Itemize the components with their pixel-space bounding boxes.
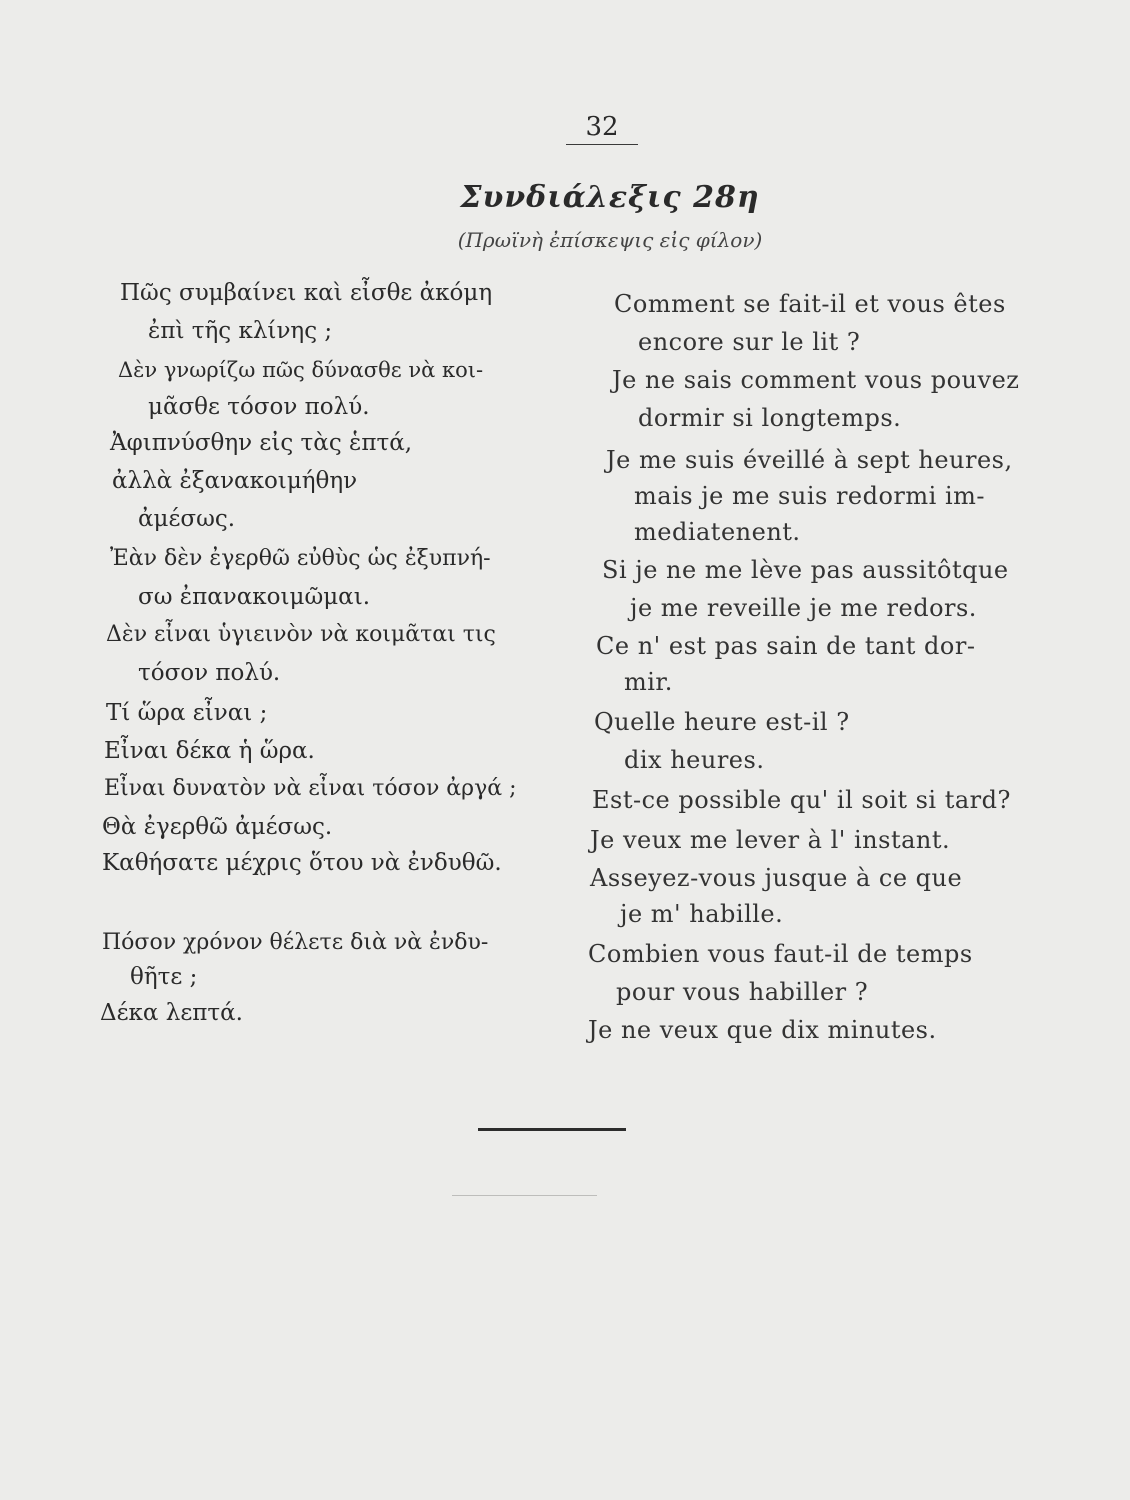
french-line: Est-ce possible qu' il soit si tard?: [592, 786, 1011, 814]
french-line: pour vous habiller ?: [616, 978, 869, 1006]
greek-line: Ἐὰν δὲν ἐγερθῶ εὐθὺς ὡς ἐξυπνή-: [110, 546, 491, 571]
french-line: Ce n' est pas sain de tant dor-: [596, 632, 976, 660]
french-line: Je ne sais comment vous pouvez: [612, 366, 1020, 394]
greek-line: ἐπὶ τῆς κλίνης ;: [148, 318, 333, 344]
greek-line: σω ἐπανακοιμῶμαι.: [138, 584, 371, 610]
greek-line: Δὲν εἶναι ὑγιεινὸν νὰ κοιμᾶται τις: [106, 622, 496, 647]
greek-line: Καθήσατε μέχρις ὅτου νὰ ἐνδυθῶ.: [102, 850, 502, 876]
dialogue-title: Συνδιάλεξις 28η: [460, 180, 760, 215]
french-line: Je me suis éveillé à sept heures,: [606, 446, 1013, 474]
faint-divider: [452, 1195, 597, 1196]
dialogue-subtitle: (Πρωϊνὴ ἐπίσκεψις εἰς φίλον): [457, 228, 763, 252]
page-number: 32: [566, 112, 638, 145]
greek-line: Τί ὥρα εἶναι ;: [106, 700, 268, 726]
greek-line: Δέκα λεπτά.: [100, 1000, 243, 1026]
greek-line: Ἀφιπνύσθην εἰς τὰς ἑπτά,: [110, 430, 413, 456]
french-line: mir.: [624, 668, 673, 696]
french-line: Je ne veux que dix minutes.: [588, 1016, 937, 1044]
greek-line: τόσον πολύ.: [138, 660, 281, 686]
greek-line: Δὲν γνωρίζω πῶς δύνασθε νὰ κοι-: [118, 358, 484, 382]
section-divider: [478, 1128, 626, 1131]
french-line: encore sur le lit ?: [638, 328, 861, 356]
french-line: Si je ne me lève pas aussitôtque: [602, 556, 1009, 584]
french-line: mediatenent.: [634, 518, 801, 546]
french-line: Asseyez-vous jusque à ce que: [590, 864, 963, 892]
french-line: mais je me suis redormi im-: [634, 482, 986, 510]
french-line: Je veux me lever à l' instant.: [590, 826, 951, 854]
greek-line: μᾶσθε τόσον πολύ.: [148, 394, 370, 420]
french-line: Combien vous faut-il de temps: [588, 940, 973, 968]
greek-line: ἀλλὰ ἐξανακοιμήθην: [112, 468, 358, 494]
greek-line: Εἶναι δέκα ἡ ὥρα.: [104, 738, 315, 764]
greek-line: θῆτε ;: [130, 964, 198, 990]
french-line: Comment se fait-il et vous êtes: [614, 290, 1006, 318]
greek-line: ἀμέσως.: [138, 506, 236, 532]
greek-line: Εἶναι δυνατὸν νὰ εἶναι τόσον ἀργά ;: [104, 776, 517, 801]
french-line: dormir si longtemps.: [638, 404, 902, 432]
french-line: je me reveille je me redors.: [630, 594, 977, 622]
greek-line: Πόσον χρόνον θέλετε διὰ νὰ ἐνδυ-: [102, 930, 489, 955]
greek-line: Θὰ ἐγερθῶ ἀμέσως.: [102, 814, 333, 840]
french-line: je m' habille.: [620, 900, 784, 928]
french-line: dix heures.: [624, 746, 765, 774]
greek-line: Πῶς συμβαίνει καὶ εἶσθε ἀκόμη: [120, 280, 493, 306]
french-line: Quelle heure est-il ?: [594, 708, 850, 736]
